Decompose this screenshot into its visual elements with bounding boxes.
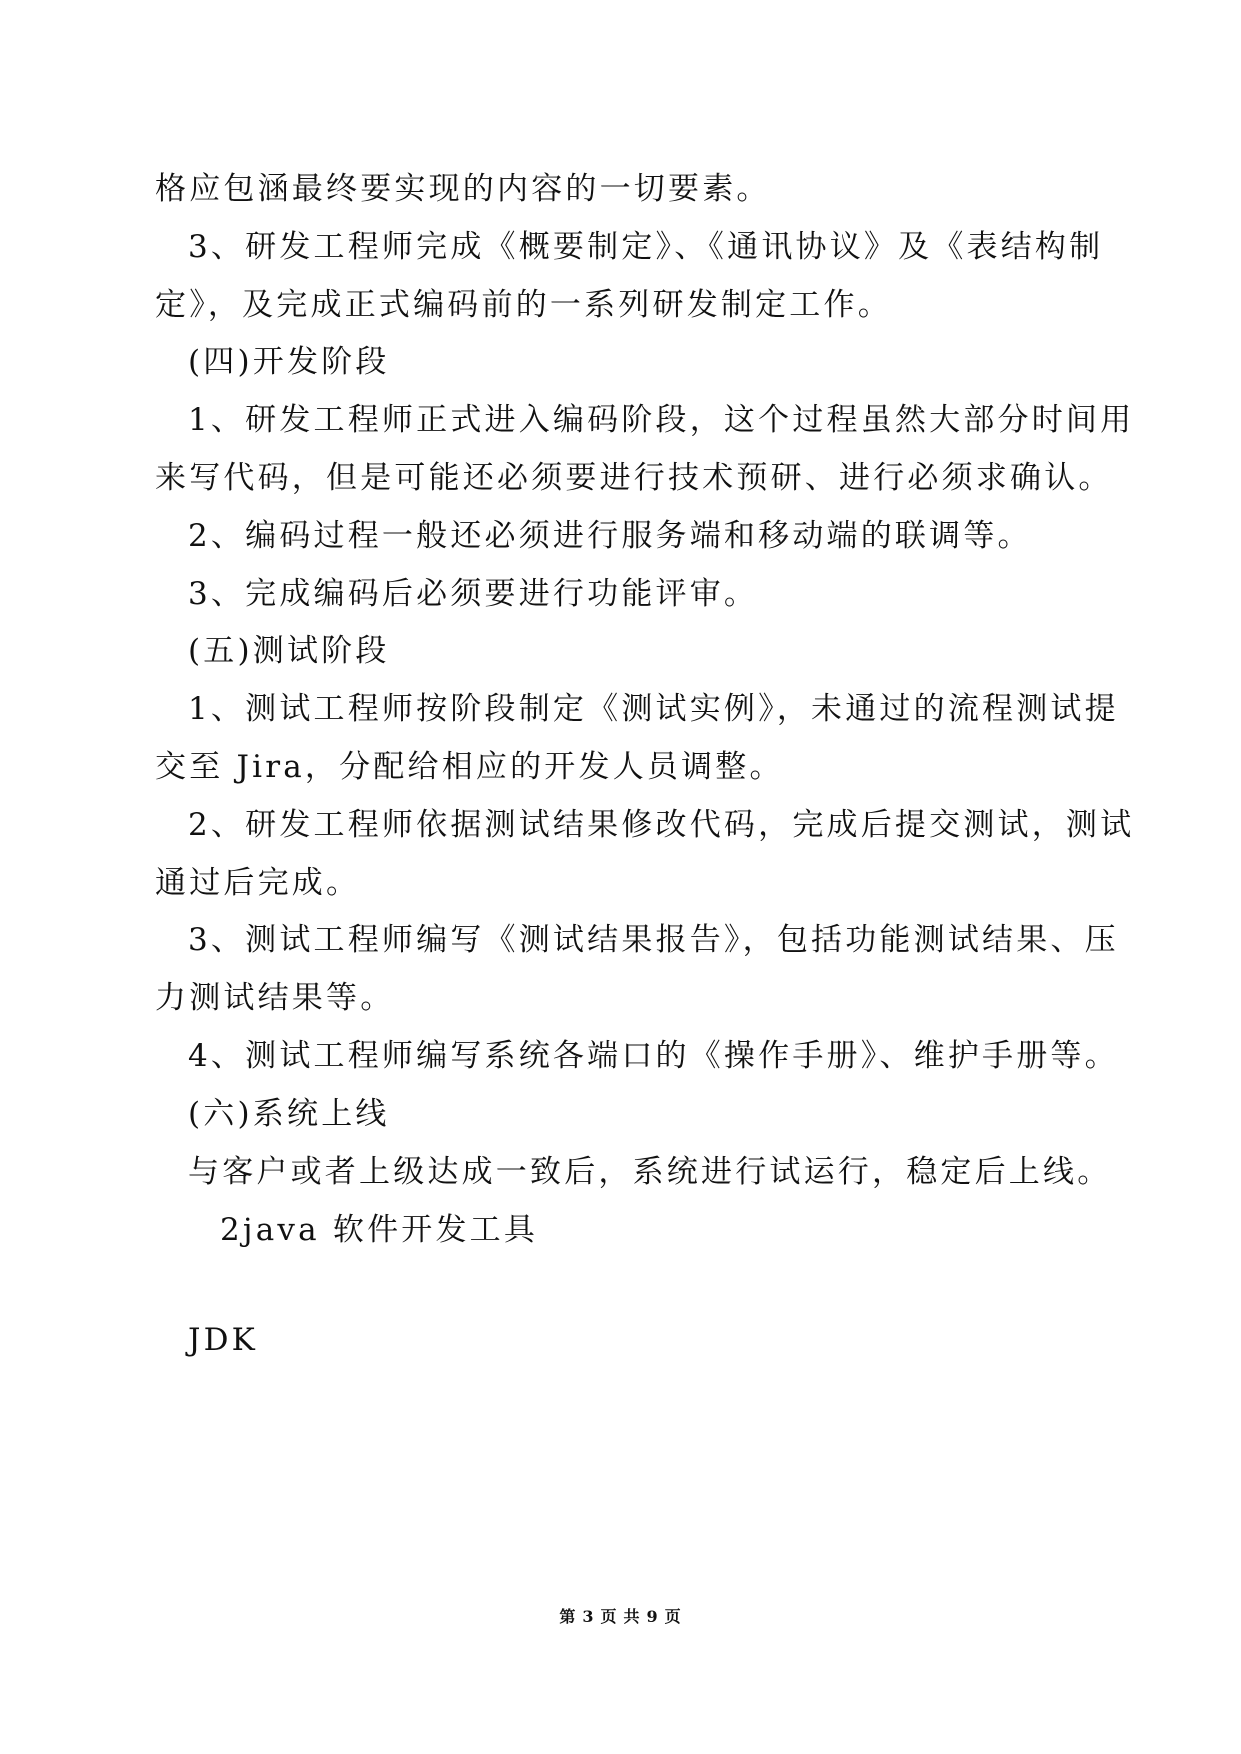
footer-suffix: 页 — [664, 1607, 682, 1626]
paragraph-line: 3、测试工程师编写《测试结果报告》，包括功能测试结果、压 — [188, 922, 1119, 958]
section-heading: 2java 软件开发工具 — [220, 1212, 539, 1248]
paragraph-line: 3、研发工程师完成《概要制定》、《通讯协议》及《表结构制 — [188, 229, 1104, 265]
paragraph-line: 2、编码过程一般还必须进行服务端和移动端的联调等。 — [188, 518, 1032, 554]
paragraph-line: 定》，及完成正式编码前的一系列研发制定工作。 — [155, 287, 892, 323]
footer-page-label: 页 — [600, 1607, 618, 1626]
paragraph-line: 与客户或者上级达成一致后，系统进行试运行，稳定后上线。 — [188, 1154, 1112, 1190]
current-page-number: 3 — [582, 1607, 595, 1626]
paragraph-line: 来写代码，但是可能还必须要进行技术预研、进行必须求确认。 — [155, 460, 1113, 496]
page-footer — [0, 1604, 1241, 1627]
paragraph-line: 1、研发工程师正式进入编码阶段，这个过程虽然大部分时间用 — [188, 402, 1135, 438]
paragraph-line: 2、研发工程师依据测试结果修改代码，完成后提交测试，测试 — [188, 807, 1135, 843]
section-heading: (四)开发阶段 — [188, 344, 390, 380]
paragraph-line: 4、测试工程师编写系统各端口的《操作手册》、维护手册等。 — [188, 1038, 1119, 1074]
paragraph-line: 交至 Jira，分配给相应的开发人员调整。 — [155, 749, 784, 785]
paragraph-line: 格应包涵最终要实现的内容的一切要素。 — [155, 171, 771, 207]
section-heading: (五)测试阶段 — [188, 633, 390, 669]
section-heading: (六)系统上线 — [188, 1096, 390, 1132]
paragraph-line: 3、完成编码后必须要进行功能评审。 — [188, 576, 759, 612]
footer-total-prefix: 共 — [623, 1607, 641, 1626]
paragraph-line: 力测试结果等。 — [155, 980, 395, 1016]
footer-prefix: 第 — [559, 1607, 577, 1626]
subheading: JDK — [188, 1322, 259, 1358]
paragraph-line: 1、测试工程师按阶段制定《测试实例》，未通过的流程测试提 — [188, 691, 1119, 727]
paragraph-line: 通过后完成。 — [155, 865, 361, 901]
total-pages-number: 9 — [646, 1607, 659, 1626]
